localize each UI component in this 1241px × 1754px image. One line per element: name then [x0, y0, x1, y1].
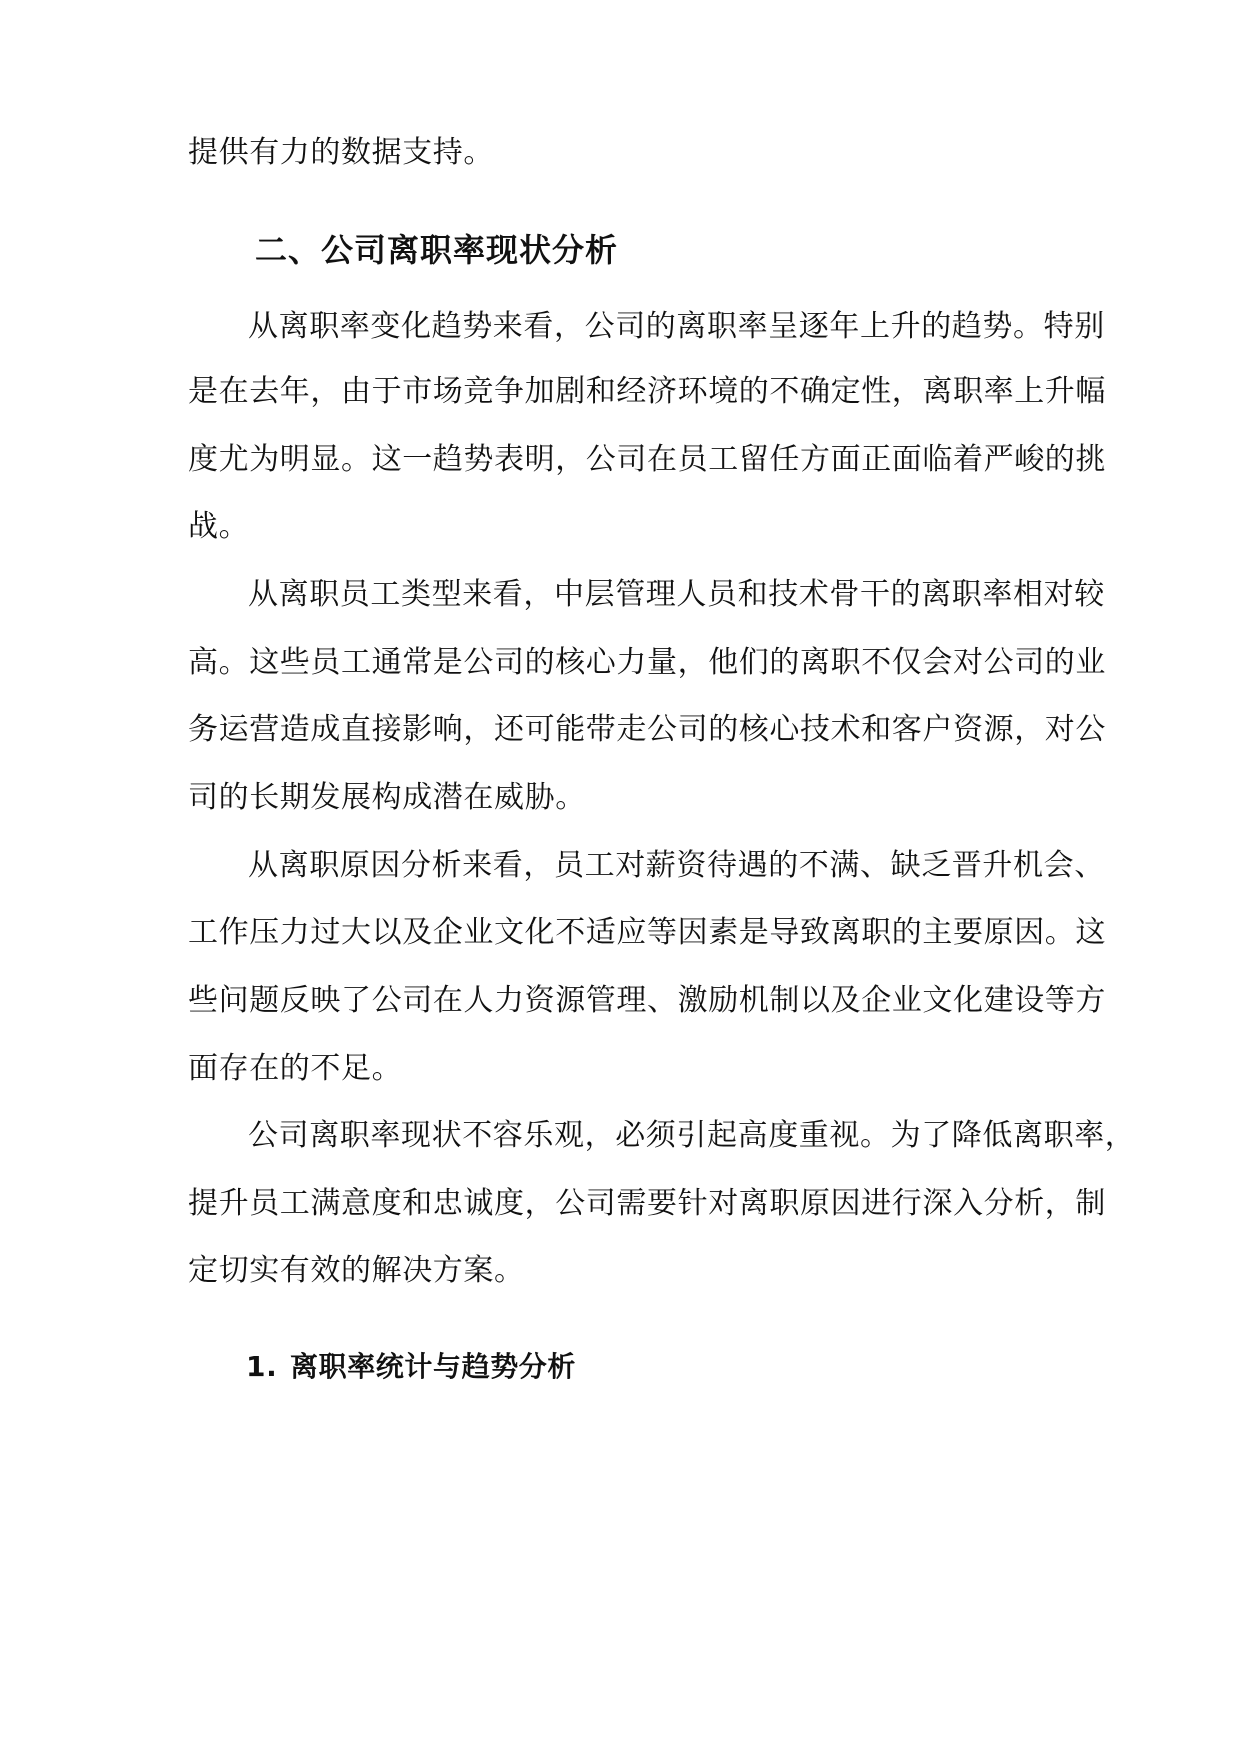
paragraph-2-line-2: 高。这些员工通常是公司的核心力量，他们的离职不仅会对公司的业 — [188, 645, 1106, 680]
paragraph-3-line-1: 从离职原因分析来看，员工对薪资待遇的不满、缺乏晋升机会、 — [248, 848, 1105, 883]
paragraph-1-line-1: 从离职率变化趋势来看，公司的离职率呈逐年上升的趋势。特别 — [248, 309, 1105, 344]
paragraph-2-line-4: 司的长期发展构成潜在威胁。 — [188, 780, 586, 815]
subsection-heading — [246, 1347, 576, 1387]
paragraph-4-line-2: 提升员工满意度和忠诚度，公司需要针对离职原因进行深入分析，制 — [188, 1186, 1106, 1221]
paragraph-4-line-1: 公司离职率现状不容乐观，必须引起高度重视。为了降低离职率， — [248, 1118, 1136, 1153]
paragraph-1-line-4: 战。 — [188, 509, 250, 544]
paragraph-1-line-2: 是在去年，由于市场竞争加剧和经济环境的不确定性，离职率上升幅 — [188, 374, 1106, 409]
paragraph-3-line-2: 工作压力过大以及企业文化不适应等因素是导致离职的主要原因。这 — [188, 915, 1106, 950]
paragraph-1-line-3: 度尤为明显。这一趋势表明，公司在员工留任方面正面临着严峻的挑 — [188, 442, 1106, 477]
paragraph-3-line-3: 些问题反映了公司在人力资源管理、激励机制以及企业文化建设等方 — [188, 983, 1106, 1018]
paragraph-3-line-4: 面存在的不足。 — [188, 1051, 403, 1086]
paragraph-2-line-3: 务运营造成直接影响，还可能带走公司的核心技术和客户资源，对公 — [188, 712, 1106, 747]
paragraph-2-line-1: 从离职员工类型来看，中层管理人员和技术骨干的离职率相对较 — [248, 577, 1105, 612]
subsection-number: 1. — [246, 1350, 278, 1383]
paragraph-4-line-3: 定切实有效的解决方案。 — [188, 1253, 525, 1288]
section-heading: 二、公司离职率现状分析 — [255, 231, 619, 269]
intro-tail-line: 提供有力的数据支持。 — [188, 135, 494, 170]
subsection-title: 离职率统计与趋势分析 — [290, 1350, 577, 1383]
